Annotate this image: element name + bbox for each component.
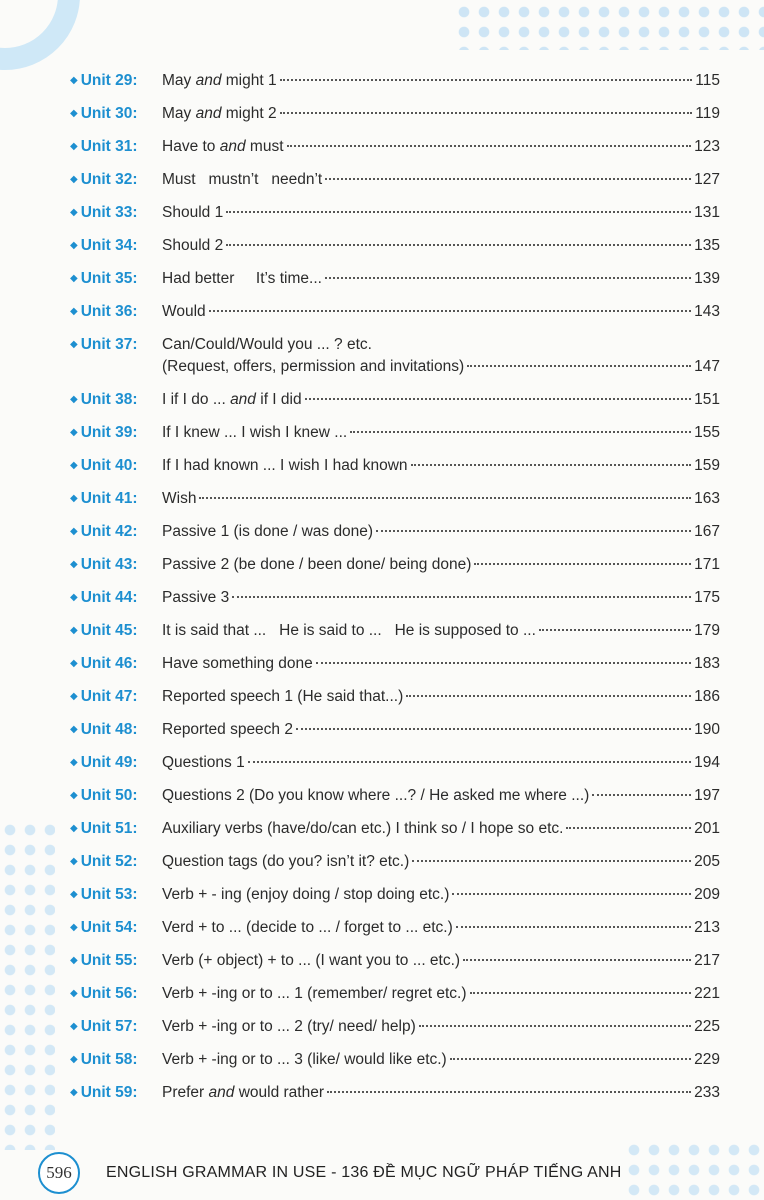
entry-title: (Request, offers, permission and invitations)	[162, 358, 465, 375]
unit-label	[70, 70, 162, 94]
toc-entry[interactable]	[70, 620, 720, 653]
entry-title: If I knew ... I wish I knew ...	[162, 424, 348, 441]
toc-entry[interactable]	[70, 169, 720, 202]
dot-leader	[327, 1091, 691, 1093]
diamond-bullet-icon: ◆	[70, 394, 78, 405]
entry-title-line1: Can/Could/Would you ... ? etc.	[162, 336, 372, 353]
unit-number: Unit 36:	[80, 303, 138, 320]
toc-entry[interactable]	[70, 1082, 720, 1115]
page-number: 596	[38, 1152, 80, 1194]
entry-title: Would	[162, 303, 206, 320]
diamond-bullet-icon: ◆	[70, 1054, 78, 1065]
dot-leader	[467, 365, 691, 367]
toc-entry[interactable]	[70, 1049, 720, 1082]
diamond-bullet-icon: ◆	[70, 460, 78, 471]
toc-entry[interactable]	[70, 422, 720, 455]
entry-title: Verb + -ing or to ... 2 (try/ need/ help)	[162, 1018, 416, 1035]
unit-label	[70, 1016, 162, 1040]
dot-leader	[411, 464, 692, 466]
dot-leader	[209, 310, 691, 312]
toc-entry[interactable]	[70, 389, 720, 422]
diamond-bullet-icon: ◆	[70, 658, 78, 669]
toc-entry[interactable]	[70, 136, 720, 169]
toc-entry[interactable]	[70, 268, 720, 301]
page-ref: 131	[694, 204, 720, 221]
unit-label	[70, 917, 162, 941]
dot-leader	[226, 211, 691, 213]
unit-number: Unit 55:	[80, 952, 138, 969]
unit-label	[70, 301, 162, 325]
dot-leader	[452, 893, 691, 895]
diamond-bullet-icon: ◆	[70, 625, 78, 636]
toc-entry[interactable]	[70, 950, 720, 983]
diamond-bullet-icon: ◆	[70, 75, 78, 86]
page-ref: 233	[694, 1084, 720, 1101]
page-footer	[38, 1152, 622, 1194]
toc-entry[interactable]	[70, 752, 720, 785]
dot-leader	[296, 728, 691, 730]
unit-number: Unit 56:	[80, 985, 138, 1002]
page-ref: 171	[694, 556, 720, 573]
entry-title: Question tags (do you? isn’t it? etc.)	[162, 853, 410, 870]
toc-entry[interactable]	[70, 521, 720, 554]
dot-leader	[316, 662, 691, 664]
unit-number: Unit 37:	[80, 336, 138, 353]
unit-number: Unit 41:	[80, 490, 138, 507]
diamond-bullet-icon: ◆	[70, 559, 78, 570]
unit-label	[70, 521, 162, 545]
dot-pattern-left	[0, 820, 55, 1150]
diamond-bullet-icon: ◆	[70, 207, 78, 218]
table-of-contents	[70, 70, 720, 1115]
dot-leader	[280, 79, 693, 81]
page-ref: 201	[694, 820, 720, 837]
entry-title: Passive 2 (be done / been done/ being done)	[162, 556, 472, 573]
toc-entry[interactable]	[70, 235, 720, 268]
diamond-bullet-icon: ◆	[70, 174, 78, 185]
unit-label	[70, 752, 162, 776]
unit-label	[70, 455, 162, 479]
unit-label	[70, 785, 162, 809]
dot-leader	[305, 398, 692, 400]
unit-label	[70, 686, 162, 710]
diamond-bullet-icon: ◆	[70, 141, 78, 152]
page-ref: 167	[694, 523, 720, 540]
toc-entry[interactable]	[70, 785, 720, 818]
toc-entry[interactable]	[70, 587, 720, 620]
unit-number: Unit 58:	[80, 1051, 138, 1068]
dot-leader	[419, 1025, 691, 1027]
unit-number: Unit 59:	[80, 1084, 138, 1101]
unit-label	[70, 851, 162, 875]
dot-leader	[199, 497, 691, 499]
page-ref: 213	[694, 919, 720, 936]
toc-entry[interactable]	[70, 686, 720, 719]
unit-label	[70, 950, 162, 974]
diamond-bullet-icon: ◆	[70, 757, 78, 768]
diamond-bullet-icon: ◆	[70, 856, 78, 867]
diamond-bullet-icon: ◆	[70, 724, 78, 735]
toc-entry[interactable]	[70, 301, 720, 334]
dot-leader	[325, 277, 691, 279]
page-ref: 209	[694, 886, 720, 903]
page-ref: 155	[694, 424, 720, 441]
toc-entry[interactable]	[70, 554, 720, 587]
unit-number: Unit 32:	[80, 171, 138, 188]
page-ref: 221	[694, 985, 720, 1002]
unit-label	[70, 818, 162, 842]
toc-entry[interactable]	[70, 455, 720, 488]
page-ref: 119	[695, 105, 720, 122]
page-ref: 183	[694, 655, 720, 672]
dot-leader	[539, 629, 691, 631]
unit-number: Unit 43:	[80, 556, 138, 573]
toc-entry[interactable]	[70, 1016, 720, 1049]
page-ref: 115	[695, 72, 720, 89]
diamond-bullet-icon: ◆	[70, 240, 78, 251]
diamond-bullet-icon: ◆	[70, 823, 78, 834]
diamond-bullet-icon: ◆	[70, 526, 78, 537]
unit-label	[70, 653, 162, 677]
unit-label	[70, 334, 162, 358]
entry-title: Reported speech 1 (He said that...)	[162, 688, 404, 705]
dot-leader	[376, 530, 691, 532]
diamond-bullet-icon: ◆	[70, 691, 78, 702]
diamond-bullet-icon: ◆	[70, 1087, 78, 1098]
unit-number: Unit 39:	[80, 424, 138, 441]
entry-title: Reported speech 2	[162, 721, 293, 738]
toc-entry[interactable]	[70, 818, 720, 851]
dot-leader	[566, 827, 691, 829]
diamond-bullet-icon: ◆	[70, 955, 78, 966]
toc-entry[interactable]	[70, 653, 720, 686]
page-ref: 123	[694, 138, 720, 155]
unit-number: Unit 44:	[80, 589, 138, 606]
entry-title: May and might 1	[162, 72, 277, 89]
diamond-bullet-icon: ◆	[70, 108, 78, 119]
entry-title: Verb + - ing (enjoy doing / stop doing etc.)	[162, 886, 450, 903]
unit-label	[70, 268, 162, 292]
page-ref: 190	[694, 721, 720, 738]
unit-label	[70, 884, 162, 908]
unit-number: Unit 47:	[80, 688, 138, 705]
diamond-bullet-icon: ◆	[70, 592, 78, 603]
entry-title: Verb (+ object) + to ... (I want you to ... etc.)	[162, 952, 461, 969]
unit-label	[70, 389, 162, 413]
diamond-bullet-icon: ◆	[70, 427, 78, 438]
entry-title: Passive 1 (is done / was done)	[162, 523, 374, 540]
unit-number: Unit 42:	[80, 523, 138, 540]
diamond-bullet-icon: ◆	[70, 1021, 78, 1032]
unit-number: Unit 57:	[80, 1018, 138, 1035]
entry-title: Questions 2 (Do you know where ...? / He asked me where ...)	[162, 787, 590, 804]
unit-label	[70, 983, 162, 1007]
entry-title: Must mustn’t needn’t	[162, 171, 323, 188]
unit-label	[70, 136, 162, 160]
entry-title: I if I do ... and if I did	[162, 391, 302, 408]
entry-title: Should 1	[162, 204, 224, 221]
page-ref: 194	[694, 754, 720, 771]
dot-leader	[456, 926, 691, 928]
page-ref: 175	[694, 589, 720, 606]
diamond-bullet-icon: ◆	[70, 339, 78, 350]
unit-number: Unit 45:	[80, 622, 138, 639]
unit-label	[70, 235, 162, 259]
entry-title: Have to and must	[162, 138, 284, 155]
entry-title: Had better It’s time...	[162, 270, 322, 287]
entry-title: Verb + -ing or to ... 1 (remember/ regret etc.)	[162, 985, 467, 1002]
diamond-bullet-icon: ◆	[70, 273, 78, 284]
unit-number: Unit 52:	[80, 853, 138, 870]
unit-number: Unit 49:	[80, 754, 138, 771]
dot-leader	[226, 244, 691, 246]
unit-number: Unit 34:	[80, 237, 138, 254]
diamond-bullet-icon: ◆	[70, 790, 78, 801]
toc-entry[interactable]	[70, 334, 720, 389]
toc-entry[interactable]	[70, 103, 720, 136]
page-ref: 197	[694, 787, 720, 804]
page-ref: 217	[694, 952, 720, 969]
diamond-bullet-icon: ◆	[70, 493, 78, 504]
corner-decoration	[0, 0, 80, 70]
unit-label	[70, 587, 162, 611]
unit-label	[70, 1049, 162, 1073]
page-ref: 151	[694, 391, 720, 408]
unit-label	[70, 554, 162, 578]
page-ref: 229	[694, 1051, 720, 1068]
unit-number: Unit 31:	[80, 138, 138, 155]
entry-title: Have something done	[162, 655, 313, 672]
diamond-bullet-icon: ◆	[70, 988, 78, 999]
dot-leader	[287, 145, 692, 147]
unit-number: Unit 38:	[80, 391, 138, 408]
page-ref: 163	[694, 490, 720, 507]
page-ref: 127	[694, 171, 720, 188]
entry-title: Auxiliary verbs (have/do/can etc.) I think so / I hope so etc.	[162, 820, 564, 837]
entry-title: Wish	[162, 490, 197, 507]
entry-title: Should 2	[162, 237, 224, 254]
toc-entry[interactable]	[70, 719, 720, 752]
dot-leader	[412, 860, 691, 862]
entry-title: If I had known ... I wish I had known	[162, 457, 408, 474]
entry-title: Prefer and would rather	[162, 1084, 324, 1101]
unit-number: Unit 50:	[80, 787, 138, 804]
unit-label	[70, 620, 162, 644]
dot-leader	[350, 431, 691, 433]
toc-entry[interactable]	[70, 917, 720, 950]
entry-title: Questions 1	[162, 754, 245, 771]
book-title: ENGLISH GRAMMAR IN USE - 136 ĐỀ MỤC NGỮ PHÁP TIẾNG ANH	[106, 1164, 622, 1181]
dot-leader	[232, 596, 691, 598]
unit-number: Unit 35:	[80, 270, 138, 287]
dot-leader	[463, 959, 691, 961]
unit-number: Unit 54:	[80, 919, 138, 936]
page-ref: 139	[694, 270, 720, 287]
toc-entry[interactable]	[70, 884, 720, 917]
page-ref: 143	[694, 303, 720, 320]
page-ref: 147	[694, 358, 720, 375]
unit-label	[70, 169, 162, 193]
diamond-bullet-icon: ◆	[70, 889, 78, 900]
unit-label	[70, 202, 162, 226]
page-ref: 135	[694, 237, 720, 254]
dot-leader	[248, 761, 691, 763]
toc-entry[interactable]	[70, 851, 720, 884]
diamond-bullet-icon: ◆	[70, 306, 78, 317]
unit-number: Unit 33:	[80, 204, 138, 221]
entry-title: It is said that ... He is said to ... He is supposed to ...	[162, 622, 536, 639]
unit-number: Unit 51:	[80, 820, 138, 837]
unit-number: Unit 48:	[80, 721, 138, 738]
page-ref: 179	[694, 622, 720, 639]
unit-number: Unit 30:	[80, 105, 138, 122]
page-ref: 159	[694, 457, 720, 474]
diamond-bullet-icon: ◆	[70, 922, 78, 933]
entry-title: May and might 2	[162, 105, 277, 122]
unit-label	[70, 1082, 162, 1106]
dot-leader	[450, 1058, 691, 1060]
toc-entry[interactable]	[70, 488, 720, 521]
dot-leader	[280, 112, 693, 114]
unit-label	[70, 719, 162, 743]
dot-leader	[470, 992, 692, 994]
unit-number: Unit 46:	[80, 655, 138, 672]
unit-label	[70, 488, 162, 512]
dot-pattern-top	[454, 2, 764, 50]
dot-leader	[474, 563, 691, 565]
entry-title: Verb + -ing or to ... 3 (like/ would like etc.)	[162, 1051, 447, 1068]
entry-title: Verd + to ... (decide to ... / forget to ... etc.)	[162, 919, 453, 936]
entry-title: Passive 3	[162, 589, 230, 606]
toc-entry[interactable]	[70, 70, 720, 103]
page-ref: 186	[694, 688, 720, 705]
toc-entry[interactable]	[70, 983, 720, 1016]
unit-number: Unit 40:	[80, 457, 138, 474]
page-ref: 205	[694, 853, 720, 870]
unit-label	[70, 103, 162, 127]
dot-leader	[325, 178, 691, 180]
unit-number: Unit 29:	[80, 72, 138, 89]
page-ref: 225	[694, 1018, 720, 1035]
unit-number: Unit 53:	[80, 886, 138, 903]
dot-pattern-bottom-right	[624, 1140, 764, 1200]
dot-leader	[592, 794, 691, 796]
unit-label	[70, 422, 162, 446]
toc-entry[interactable]	[70, 202, 720, 235]
dot-leader	[406, 695, 691, 697]
